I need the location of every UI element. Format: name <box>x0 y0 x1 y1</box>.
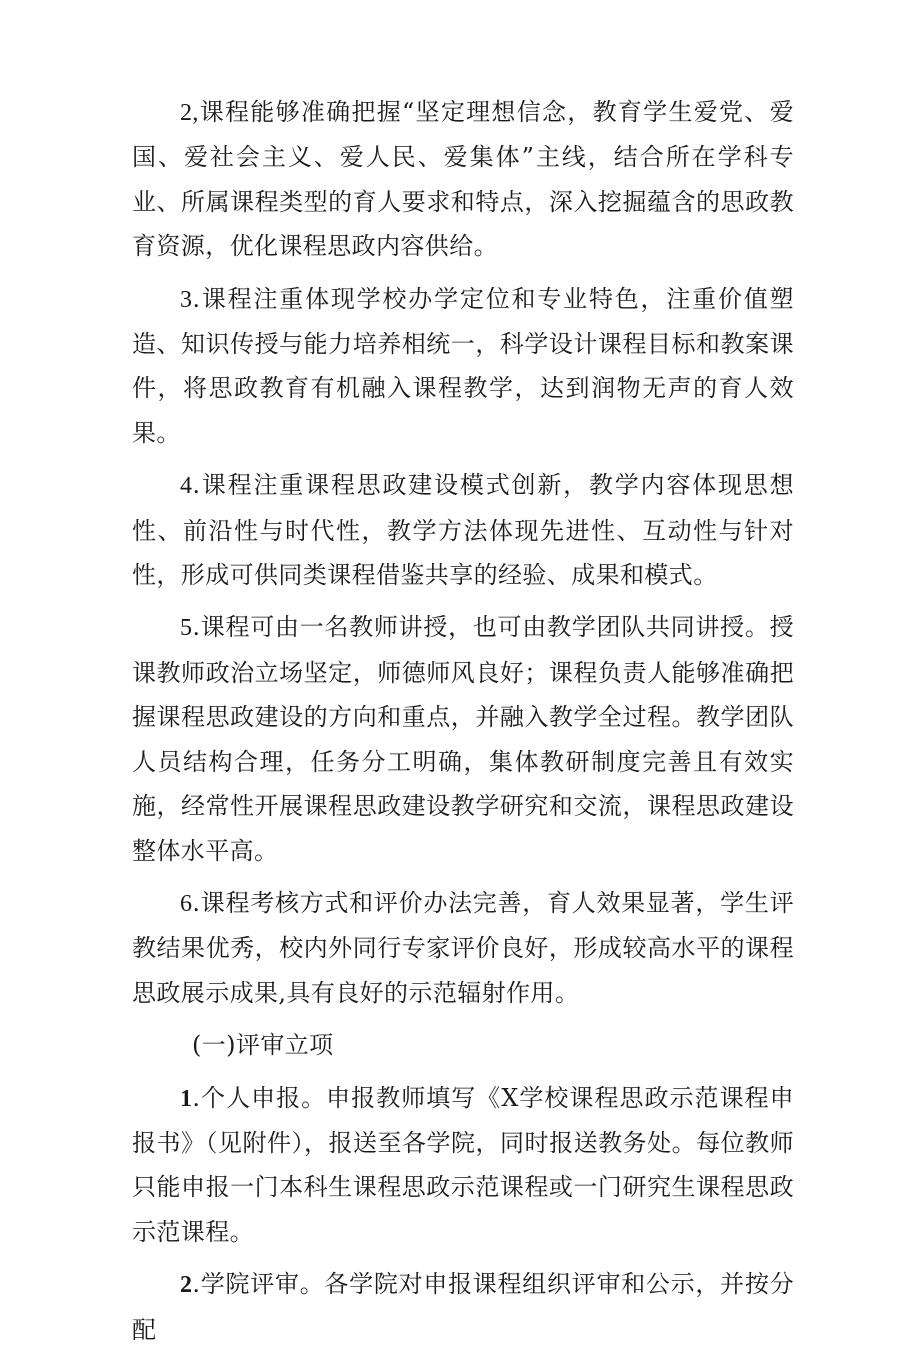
document-body <box>132 90 794 1352</box>
paragraph-criterion-2 <box>132 90 794 269</box>
paragraph-step-1 <box>132 1076 794 1255</box>
paragraph-text: 课程能够准确把握“坚定理想信念，教育学生爱党、爱国、爱社会主义、爱人民、爱集体”主线，结合所在学科专业、所属课程类型的育人要求和特点，深入挖掘蕴含的思政教育资源，优化课程思政内容供给。 <box>132 98 794 261</box>
paragraph-text: .课程注重体现学校办学定位和专业特色，注重价值塑造、知识传授与能力培养相统一，科学设计课程目标和教案课件，将思政教育有机融入课程教学，达到润物无声的育人效果。 <box>132 284 794 447</box>
paragraph-number: 5 <box>180 615 193 642</box>
paragraph-number: 4 <box>180 473 193 500</box>
paragraph-criterion-5 <box>132 605 794 872</box>
paragraph-text: .个人申报。申报教师填写《X学校课程思政示范课程申报书》（见附件），报送至各学院，同时报送教务处。每位教师只能申报一门本科生课程思政示范课程或一门研究生课程思政示范课程。 <box>132 1083 794 1246</box>
paragraph-step-2 <box>132 1262 794 1352</box>
paragraph-number: 2 <box>180 1272 193 1299</box>
paragraph-criterion-4 <box>132 463 794 597</box>
section-heading: (一)评审立项 <box>192 1031 334 1060</box>
paragraph-text: .课程考核方式和评价办法完善，育人效果显著，学生评教结果优秀，校内外同行专家评价良好，形成较高水平的课程思政展示成果,具有良好的示范辐射作用。 <box>132 888 794 1007</box>
paragraph-criterion-3 <box>132 277 794 456</box>
paragraph-criterion-6 <box>132 881 794 1015</box>
paragraph-number: 2, <box>180 100 199 126</box>
paragraph-number: 3 <box>180 286 193 313</box>
paragraph-text: .学院评审。各学院对申报课程组织评审和公示，并按分配 <box>132 1270 794 1344</box>
paragraph-text: .课程注重课程思政建设模式创新，教学内容体现思想性、前沿性与时代性，教学方法体现先进性、互动性与针对性，形成可供同类课程借鉴共享的经验、成果和模式。 <box>132 471 794 590</box>
paragraph-number: 1 <box>180 1085 193 1112</box>
paragraph-number: 6 <box>180 890 193 917</box>
paragraph-text: .课程可由一名教师讲授，也可由教学团队共同讲授。授课教师政治立场坚定，师德师风良好；课程负责人能够准确把握课程思政建设的方向和重点，并融入教学全过程。教学团队人员结构合理，任务分工明确，集体教研制度完善且有效实施，经常性开展课程思政建设教学研究和交流，课程思政建设整体水平高。 <box>132 613 794 865</box>
